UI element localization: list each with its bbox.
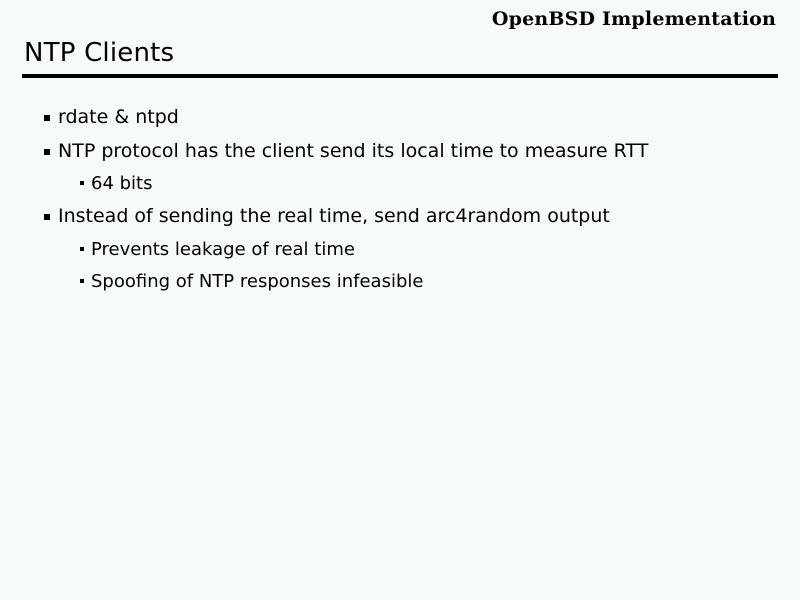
list-item-label: NTP protocol has the client send its local time to measure RTT: [58, 139, 649, 162]
slide-header-title: OpenBSD Implementation: [491, 8, 776, 30]
list-item: [24, 138, 776, 166]
list-item: [24, 104, 776, 132]
title-divider: [22, 74, 778, 78]
list-item-label: Prevents leakage of real time: [91, 238, 355, 260]
list-item: [24, 203, 776, 231]
list-item-label: rdate & ntpd: [58, 106, 179, 128]
bullet-square-icon: [44, 214, 50, 220]
list-item-label: Instead of sending the real time, send arc4random output: [58, 205, 610, 228]
list-item: [24, 269, 776, 295]
bullet-small-square-icon: [80, 181, 84, 185]
list-item-label: Spoofing of NTP responses infeasible: [91, 270, 424, 292]
bullet-list: [24, 104, 776, 301]
list-item: [24, 171, 776, 197]
bullet-square-icon: [44, 115, 50, 121]
bullet-square-icon: [44, 149, 50, 155]
bullet-small-square-icon: [80, 279, 84, 283]
list-item: [24, 237, 776, 263]
list-item-label: 64 bits: [91, 173, 153, 195]
page-title: NTP Clients: [24, 38, 175, 68]
bullet-small-square-icon: [80, 247, 84, 251]
